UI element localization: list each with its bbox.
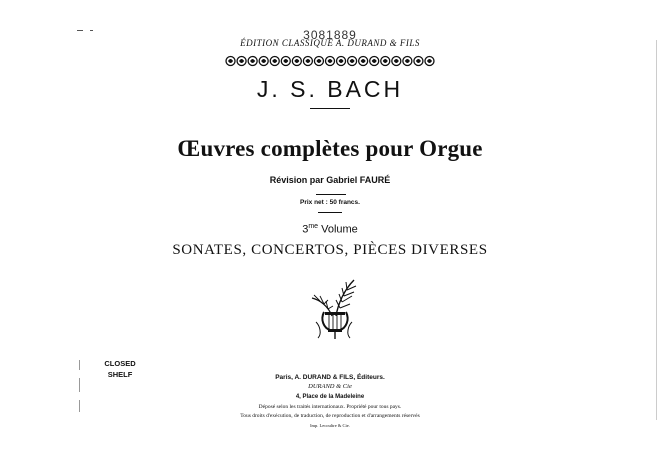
printer-credit: Imp. Lecoultre & Cie. <box>310 423 350 428</box>
library-stamp: 3081889 <box>303 28 357 42</box>
volume-label <box>0 223 660 236</box>
divider-rule <box>316 194 346 195</box>
ornament-motif <box>303 57 312 66</box>
ornament-motif <box>292 57 301 66</box>
closed-word: CLOSED <box>104 359 136 368</box>
composer-name: J. S. BACH <box>256 76 404 102</box>
price: Prix net : 50 francs. <box>300 199 360 206</box>
ornament-motif <box>248 57 257 66</box>
contents-title: SONATES, CONCERTOS, PIÈCES DIVERSES <box>172 242 488 258</box>
lyre-palm-emblem <box>306 276 362 345</box>
publisher-name: DURAND & Cie <box>308 383 352 390</box>
ornament-motif <box>337 57 346 66</box>
volume-number: 3 <box>302 223 309 236</box>
ornament-motif <box>348 57 357 66</box>
ornament-motif <box>370 57 379 66</box>
publisher-line: Paris, A. DURAND & FILS, Éditeurs. <box>275 374 385 381</box>
work-title: Œuvres complètes pour Orgue <box>177 136 483 161</box>
ornament-motif <box>237 57 246 66</box>
divider-rule <box>318 212 342 213</box>
rights-notice: Tous droits d'exécution, de traduction, de reproduction et d'arrangements réservés <box>240 413 420 419</box>
ornament-motif <box>226 57 235 66</box>
scan-mark <box>79 360 80 370</box>
ornament-motif <box>392 57 401 66</box>
ornament-motif <box>325 57 334 66</box>
volume-suffix: me <box>308 223 319 230</box>
ornament-motif <box>270 57 279 66</box>
divider-rule <box>310 108 350 109</box>
ornament-motif <box>425 57 434 66</box>
ornament-motif <box>359 57 368 66</box>
ornament-motif <box>414 57 423 66</box>
copyright-notice: Déposé selon les traités internationaux. Propriété pour tous pays. <box>258 404 402 410</box>
ornament-motif <box>259 57 268 66</box>
edition-line: ÉDITION CLASSIQUE A. DURAND & FILS <box>240 38 420 48</box>
ornament-motif <box>314 57 323 66</box>
shelf-word: SHELF <box>107 370 133 379</box>
publisher-address: 4, Place de la Madeleine <box>295 394 365 400</box>
ornament-motif <box>403 57 412 66</box>
ornament-motif <box>281 57 290 66</box>
ornament-motif <box>381 57 390 66</box>
volume-word: Volume <box>321 223 358 236</box>
ornamental-border <box>0 55 660 67</box>
revision-credit: Révision par Gabriel FAURÉ <box>269 175 391 185</box>
